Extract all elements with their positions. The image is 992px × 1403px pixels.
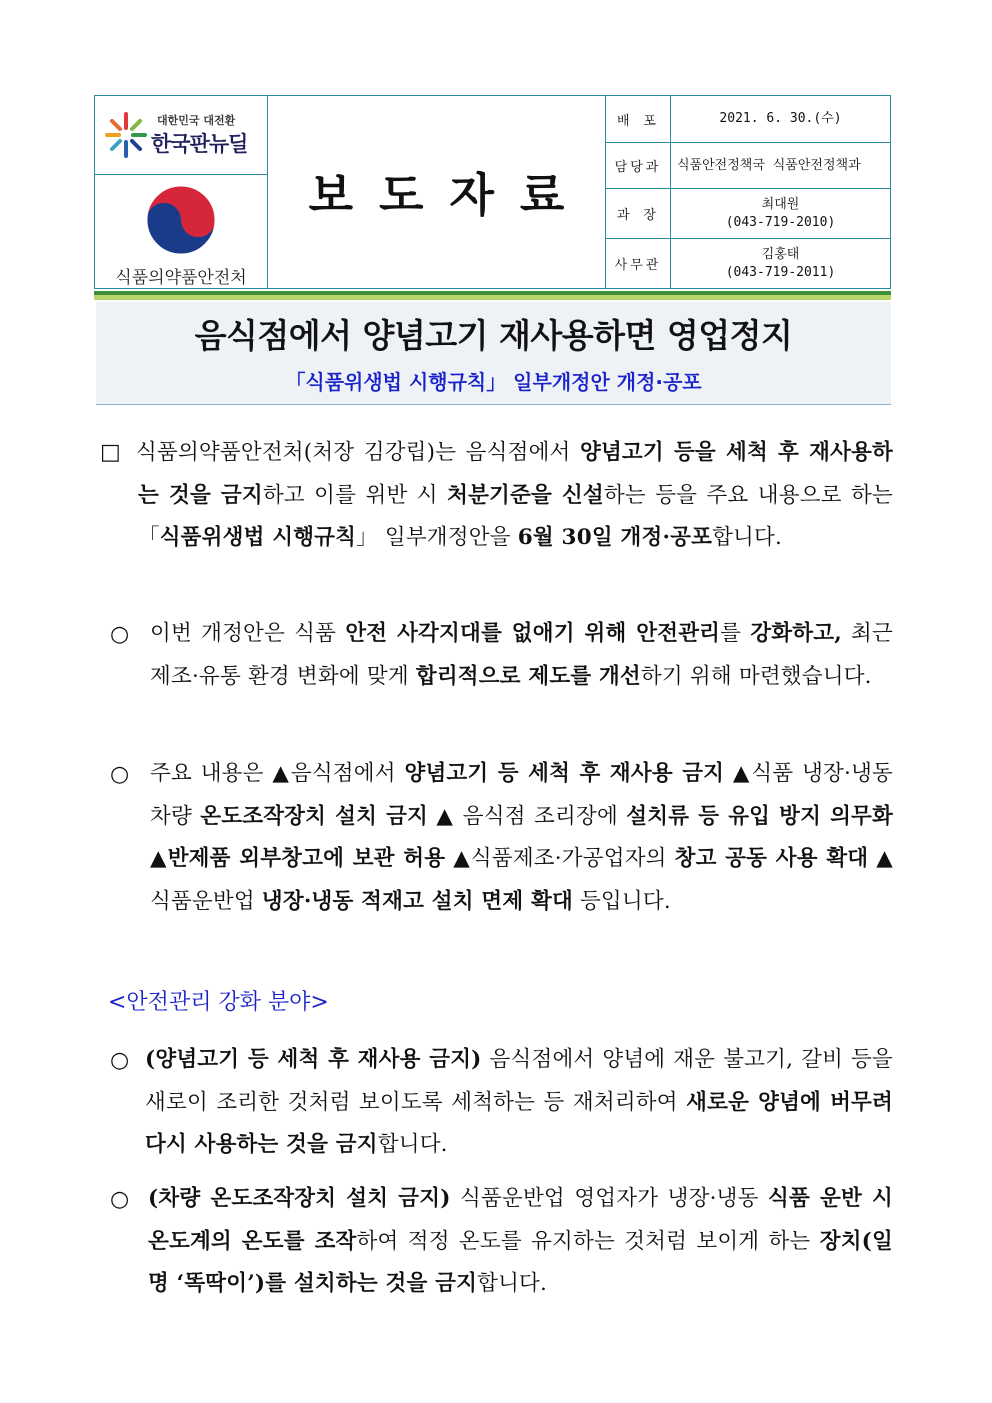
logo-column: [95, 96, 268, 288]
text: 주요 내용은 ▲음식점에서: [150, 761, 405, 786]
press-title-cell: [268, 96, 606, 288]
info-row-department: [606, 143, 890, 189]
emphasis: 처분기준을 신설: [447, 482, 604, 508]
info-label: 사무관: [606, 239, 671, 288]
info-label: 과 장: [606, 189, 671, 238]
text: ▲식품제조·가공업자의: [445, 846, 675, 871]
circle-bullet-icon: ○: [110, 1187, 130, 1212]
text: 하는 등을 주요 내용으로 하는 「: [138, 482, 893, 550]
text: 합니다.: [377, 1132, 448, 1157]
emphasis: 장치(일명 ‘똑딱이’)를 설치하는 것을 금지: [148, 1228, 893, 1296]
subheadline: 「식품위생법 시행규칙」 일부개정안 개정·공포: [285, 370, 702, 394]
circle-bullet-icon: ○: [110, 762, 130, 787]
paragraph-purpose: [150, 613, 893, 698]
paragraph-temperature-device: [148, 1178, 893, 1306]
green-divider-bar: [94, 291, 891, 300]
square-bullet-icon: □: [100, 440, 121, 465]
info-row-officer: [606, 239, 890, 288]
text: 합니다.: [477, 1271, 548, 1296]
director-phone: (043-719-2010): [725, 214, 836, 230]
emphasis: 양념고기 등을 세척 후 재사용하는 것을 금지: [138, 440, 893, 508]
emphasis: 식품 운반 시 온도계의 온도를 조작: [148, 1186, 893, 1254]
info-value: [671, 96, 890, 142]
text: 최근 제조·유통 환경 변화에 맞게: [150, 621, 893, 689]
info-value: [671, 239, 890, 288]
info-value: [671, 189, 890, 238]
emphasis: 6월 30일 개정·공포: [517, 525, 713, 550]
text: 합니다.: [712, 525, 783, 550]
text: 이번 개정안은 식품: [150, 621, 346, 646]
emphasis: 설치류 등 유입 방지 의무화: [626, 803, 893, 829]
emphasis: 합리적으로 제도를 개선: [415, 663, 641, 689]
circle-bullet-icon: ○: [110, 622, 130, 647]
release-info-table: [606, 96, 890, 288]
agency-name: 식품의약품안전처: [115, 268, 247, 288]
emphasis: 안전 사각지대를 없애기 위해 안전관리: [345, 621, 721, 646]
taegeuk-emblem-icon: [142, 181, 220, 259]
headline: 음식점에서 양념고기 재사용하면 영업정지: [194, 316, 793, 355]
emphasis: 식품위생법 시행규칙: [159, 525, 357, 550]
info-label: 배 포: [606, 96, 671, 142]
text: ▲식품 냉장·냉동차량: [150, 761, 894, 829]
new-deal-star-icon: [101, 110, 151, 160]
paragraph-main-contents: [150, 753, 893, 923]
officer-name: 김홍태: [761, 246, 800, 262]
section-heading: <안전관리 강화 분야>: [108, 990, 329, 1015]
logo-slogan: 대한민국 대전환: [157, 114, 236, 127]
emphasis: 새로운 양념에 버무려 다시 사용하는 것을 금지: [145, 1089, 893, 1157]
text: 하여 적정 온도를 유지하는 것처럼 보이게 하는: [356, 1228, 820, 1254]
text: 하기 위해 마련했습니다.: [640, 663, 872, 689]
emphasis: 창고 공동 사용 확대: [674, 846, 869, 871]
text: 등입니다.: [572, 888, 671, 914]
text: ▲ 음식점 조리장에: [428, 803, 627, 829]
text: 식품운반업 영업자가 냉장·냉동: [450, 1186, 768, 1211]
mfds-logo: [95, 175, 267, 288]
text: 음식점에서 양념에 재운 불고기, 갈비 등을 새로이 조리한 것처럼 보이도록 세척하는 등 재처리하여: [145, 1047, 893, 1115]
emphasis: 양념고기 등 세척 후 재사용 금지: [404, 761, 725, 786]
headline-box: [96, 302, 891, 405]
info-value: [671, 143, 890, 188]
text: 」 일부개정안을: [356, 525, 518, 550]
emphasis: (양념고기 등 세척 후 재사용 금지): [145, 1047, 482, 1072]
press-release-header: [94, 95, 891, 289]
paragraph-marinated-meat: [145, 1039, 893, 1167]
text: 식품의약품안전처(처장 김강립)는 음식점에서: [136, 440, 580, 465]
korean-new-deal-logo: [95, 96, 267, 175]
info-row-director: [606, 189, 890, 239]
press-title: 보도자료: [308, 168, 591, 222]
paragraph-intro: [138, 432, 893, 560]
text: ▲식품운반업: [150, 846, 893, 914]
emphasis: 반제품 외부창고에 보관 허용: [167, 846, 446, 871]
text: ▲: [150, 846, 168, 871]
emphasis: 온도조작장치 설치 금지: [200, 803, 429, 829]
officer-phone: (043-719-2011): [725, 264, 836, 280]
director-name: 최대원: [761, 196, 800, 212]
info-row-release-date: [606, 96, 890, 143]
department: 식품안전정책국 식품안전정책과: [677, 157, 861, 173]
release-date: 2021. 6. 30.(수): [719, 111, 842, 126]
circle-bullet-icon: ○: [110, 1048, 130, 1073]
text: 를: [720, 621, 751, 646]
text: 하고 이를 위반 시: [262, 482, 448, 508]
emphasis: 강화하고,: [750, 621, 842, 646]
info-label: 담당과: [606, 143, 671, 188]
emphasis: (차량 온도조작장치 설치 금지): [148, 1186, 451, 1211]
logo-new-deal-text: 한국판뉴딜: [151, 132, 248, 156]
emphasis: 냉장·냉동 적재고 설치 면제 확대: [261, 888, 573, 914]
